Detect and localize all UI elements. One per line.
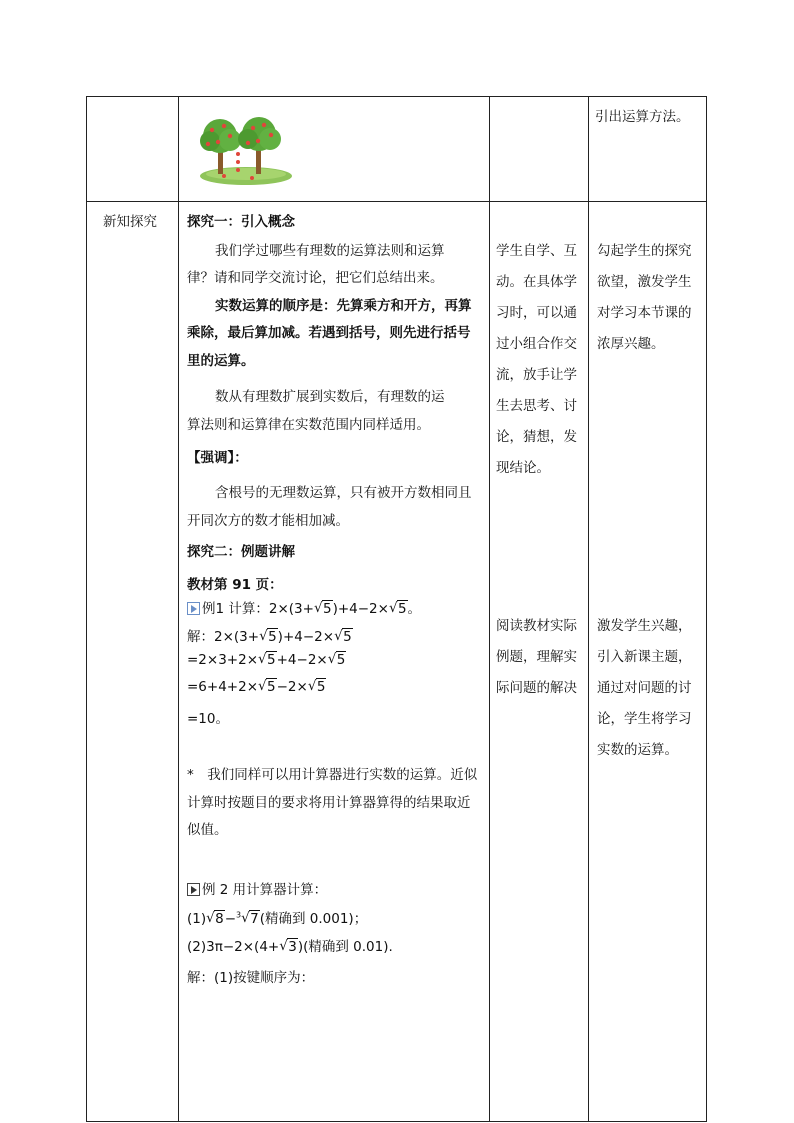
paragraph-4-line-1: 含根号的无理数运算，只有被开方数相同且 [215, 485, 472, 501]
col-divider-1 [178, 97, 179, 1121]
radicand: 5 [267, 652, 276, 668]
cell-line: 过小组合作交 [496, 336, 577, 352]
expr-part: (1) [187, 911, 207, 927]
cell-line: 欲望，激发学生 [597, 274, 692, 290]
expr-part: − [224, 911, 237, 927]
expr-part: 。 [407, 601, 422, 617]
expr-part: (2)3π−2×(4+ [187, 939, 280, 955]
play-icon[interactable] [187, 602, 200, 615]
expr-part: )+4−2× [277, 629, 335, 645]
paragraph-4-line-2: 开同次方的数才能相加减。 [187, 513, 349, 529]
note-line-1: * 我们同样可以用计算器进行实数的运算。近似 [187, 767, 478, 783]
example-2-q1 [187, 907, 367, 927]
expr-part: (精确到 0.001)； [259, 911, 368, 927]
cell-line: 引入新课主题， [597, 649, 692, 665]
paragraph-2-line-3: 里的运算。 [187, 353, 255, 369]
expr-part: +4−2× [276, 652, 328, 668]
expr-part: )+4−2× [332, 601, 389, 617]
expr-part: 2×(3+ [268, 601, 314, 617]
cell-line: 流，放手让学 [496, 367, 577, 383]
paragraph-1-line-1: 我们学过哪些有理数的运算法则和运算 [215, 243, 445, 259]
radicand: 5 [316, 679, 326, 695]
cell-line: 激发学生兴趣， [597, 618, 692, 634]
cell-line: 际问题的解决 [496, 680, 577, 696]
sqrt-icon [258, 679, 277, 695]
solution-line-1 [187, 625, 353, 645]
sqrt-icon [389, 601, 408, 617]
radicand: 3 [288, 939, 297, 955]
cell-line: 对学习本节课的 [597, 305, 692, 321]
solution-line-4: =10。 [187, 711, 229, 727]
paragraph-3-line-2: 算法则和运算律在实数范围内同样适用。 [187, 417, 430, 433]
radicand: 5 [268, 629, 277, 645]
paragraph-2-line-1: 实数运算的顺序是：先算乘方和开方，再算 [215, 298, 472, 314]
radicand: 5 [397, 601, 407, 617]
play-icon[interactable] [187, 883, 200, 896]
root-index: 3 [236, 910, 242, 920]
emphasis-heading: 【强调】： [187, 450, 248, 466]
paragraph-3-line-1: 数从有理数扩展到实数后，有理数的运 [215, 389, 445, 405]
top-row-note: 引出运算方法。 [595, 109, 690, 125]
example-1 [187, 597, 421, 617]
expr-part: −2× [276, 679, 308, 695]
radicand: 8 [215, 911, 224, 927]
apple-trees-illustration [196, 114, 294, 186]
col-divider-2 [489, 97, 490, 1121]
cell-line: 阅读教材实际 [496, 618, 577, 634]
example-2-label: 例 2 用计算器计算： [202, 882, 328, 898]
sqrt-icon [259, 629, 278, 645]
explore1-title: 探究一：引入概念 [187, 214, 295, 230]
expr-part: =6+4+2× [187, 679, 259, 695]
sqrt-icon [334, 629, 353, 645]
explore2-title: 探究二：例题讲解 [187, 544, 295, 560]
sqrt-icon [258, 652, 277, 668]
example-2 [187, 878, 327, 898]
radicand: 5 [267, 679, 276, 695]
cell-line: 浓厚兴趣。 [597, 336, 665, 352]
radicand: 5 [336, 652, 346, 668]
solution-line-3 [187, 679, 326, 695]
cell-line: 现结论。 [496, 460, 550, 476]
radicand: 7 [250, 911, 259, 927]
radicand: 5 [322, 601, 332, 617]
note-line-2: 计算时按题目的要求将用计算器算得的结果取近 [187, 795, 471, 811]
example-1-label: 例1 计算： [202, 601, 269, 617]
cell-line: 论，学生将学习 [597, 711, 692, 727]
expr-part: 2×(3+ [214, 629, 260, 645]
paragraph-1-line-2: 律？请和同学交流讨论，把它们总结出来。 [187, 270, 444, 286]
cell-line: 学生自学、互 [496, 243, 577, 259]
cell-line: 例题，理解实 [496, 649, 577, 665]
radicand: 5 [343, 629, 352, 645]
stage-label: 新知探究 [103, 214, 157, 230]
textbook-ref: 教材第 91 页： [187, 577, 283, 593]
cube-root-icon [241, 911, 260, 927]
solution-line-2 [187, 652, 346, 668]
note-line-3: 似值。 [187, 822, 228, 838]
solution-label: 解： [187, 629, 214, 645]
cell-line: 实数的运算。 [597, 742, 678, 758]
sqrt-icon [328, 652, 347, 668]
sqrt-icon [308, 679, 327, 695]
expr-part: )(精确到 0.01). [297, 939, 393, 955]
cell-line: 生去思考、讨 [496, 398, 577, 414]
cell-line: 论，猜想，发 [496, 429, 577, 445]
cell-line: 通过对问题的讨 [597, 680, 692, 696]
cell-line: 勾起学生的探究 [597, 243, 692, 259]
col-divider-3 [588, 97, 589, 1121]
paragraph-2-line-2: 乘除，最后算加减。若遇到括号，则先进行括号 [187, 325, 471, 341]
row-divider [87, 201, 706, 202]
sqrt-icon [206, 911, 225, 927]
cell-line: 动。在具体学 [496, 274, 577, 290]
example-2-q2 [187, 935, 393, 955]
cell-line: 习时，可以通 [496, 305, 577, 321]
expr-part: =2×3+2× [187, 652, 259, 668]
example-2-solution: 解：(1)按键顺序为： [187, 970, 315, 986]
sqrt-icon [314, 601, 333, 617]
sqrt-icon [279, 939, 298, 955]
